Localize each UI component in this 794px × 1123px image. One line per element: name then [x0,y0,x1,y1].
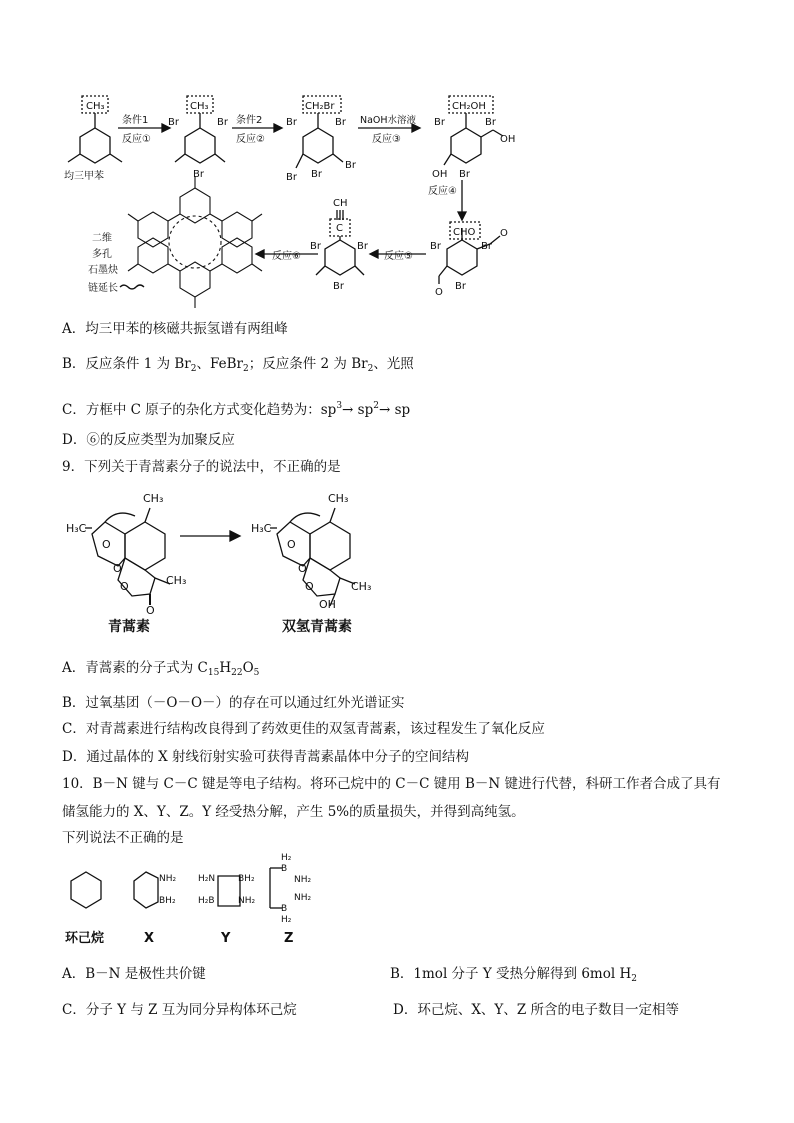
mol5-o-left: O [435,287,443,298]
q10-option-b: B．1mol 分子 Y 受热分解得到 6mol $H_2$ [390,966,637,984]
mol5-br-right: Br [481,241,492,252]
reaction-5-label: 反应⑤ [384,251,413,262]
product-label-4: 链延长 [88,283,118,294]
q9-left-o3: O [120,580,129,593]
condition-2-label: 条件2 [236,115,263,126]
artemisinin-figure [0,480,794,640]
q10-stem-2: 储氢能力的 X、Y、Z。Y 经受热分解，产生 5%的质量损失，并得到高纯氢。 [62,804,525,820]
q9-right-oh: OH [319,598,336,611]
mol2-label: CH₃ [190,101,209,112]
condition-3-label: NaOH水溶液 [360,115,417,126]
q10-option-c: C．分子 Y 与 Z 互为同分异构体环己烷 [62,1002,297,1018]
q9-right-o2: O [298,562,307,575]
product-label-2: 多孔 [92,249,112,260]
mol4-oh-right: OH [500,134,516,145]
bn-rings-figure [0,850,794,950]
z-h2-top: H₂ [281,853,292,863]
reaction-2-label: 反应② [236,134,265,145]
y-bh2: BH₂ [238,874,255,884]
y-h2n: H₂N [198,874,216,884]
reaction-3-label: 反应③ [372,134,401,145]
reaction-1-label: 反应① [122,134,151,145]
mol5-br-bottom: Br [455,281,466,292]
product-label-1: 二维 [92,233,112,244]
y-nh2: NH₂ [238,896,256,906]
q8-option-a: A．均三甲苯的核磁共振氢谱有两组峰 [62,321,288,337]
mol4-label: CH₂OH [452,101,486,112]
x-nh2: NH₂ [159,874,177,884]
mol6-br-right: Br [357,241,368,252]
mol4-br-left: Br [434,117,445,128]
mol6-br-left: Br [310,241,321,252]
mol4-oh-left: OH [432,169,448,180]
mol2-br-left: Br [168,117,179,128]
q10-option-d: D．环己烷、X、Y、Z 所含的电子数目一定相等 [393,1002,680,1018]
q9-label-artemisinin: 青蒿素 [108,619,150,635]
z-h2-bottom: H₂ [281,915,292,925]
mol1-label: CH₃ [86,101,105,112]
q9-right-o1: O [287,538,296,551]
q9-label-dihydroartemisinin: 双氢青蒿素 [282,619,352,635]
mol5-o-right: O [500,228,508,239]
mol3-br-ch2-right: Br [345,160,356,171]
q9-left-o1: O [102,538,111,551]
mol2-br-right: Br [217,117,228,128]
mol3-br-ch2-left: Br [286,172,297,183]
product-label-3: 石墨炔 [88,265,118,276]
q9-left-ch3-top: CH₃ [143,492,164,505]
q9-right-ch3-right: CH₃ [351,580,372,593]
mol6-ch-label: CH [333,198,348,209]
mol3-br-left: Br [286,117,297,128]
mol3-br-bottom: Br [311,169,322,180]
condition-1-label: 条件1 [122,115,149,126]
q8-option-d: D．⑥的反应类型为加聚反应 [62,432,235,448]
q8-option-b: B．反应条件 1 为 $Br_2$、FeBr$_2$；反应条件 2 为 $Br_2$、光照 [62,356,414,374]
label-cyclohexane: 环己烷 [65,931,105,946]
z-nh2-top: NH₂ [294,875,312,885]
q9-left-o2: O [113,562,122,575]
q9-right-h3c: H₃C [251,522,272,535]
y-h2b: H₂B [198,896,215,906]
mol4-br-right: Br [485,117,496,128]
mol6-br-bottom: Br [333,281,344,292]
q10-stem-1: 10．B－N 键与 C－C 键是等电子结构。将环己烷中的 C－C 键用 B－N 键进行代替，科研工作者合成了具有 [62,776,721,792]
q9-stem: 9．下列关于青蒿素分子的说法中，不正确的是 [62,459,341,475]
label-y: Y [221,931,231,946]
z-nh2-bottom: NH₂ [294,893,312,903]
x-bh2: BH₂ [159,896,176,906]
z-b-top: B [281,864,288,874]
mol3-label: CH₂Br [305,101,335,112]
label-x: X [144,931,155,946]
mol3-br-right: Br [335,117,346,128]
q9-option-a: A．青蒿素的分子式为 $C_{15}H_{22}O_5$ [62,660,260,678]
label-z: Z [284,931,294,946]
q10-stem-3: 下列说法不正确的是 [62,830,184,846]
z-b-bottom: B [281,904,288,914]
mol4-br-bottom: Br [459,169,470,180]
mol2-br-bottom: Br [193,169,204,180]
q9-option-c: C．对青蒿素进行结构改良得到了药效更佳的双氢青蒿素，该过程发生了氧化反应 [62,721,545,737]
reaction-scheme-figure [0,0,794,320]
q9-right-o3: O [305,580,314,593]
q8-option-c: C．方框中 C 原子的杂化方式变化趋势为：$sp^3\to sp^2\to$ sp [62,401,411,418]
q9-left-ch3-right: CH₃ [166,574,187,587]
q9-left-h3c: H₃C [66,522,87,535]
q9-option-b: B．过氧基团（－O－O－）的存在可以通过红外光谱证实 [62,695,405,711]
reaction-4-label: 反应④ [428,186,457,197]
q9-left-o4: O [146,604,155,617]
mol5-br-left: Br [430,241,441,252]
q9-option-d: D．通过晶体的 X 射线衍射实验可获得青蒿素晶体中分子的空间结构 [62,749,470,765]
reaction-6-label: 反应⑥ [272,251,301,262]
q10-option-a: A．B－N 是极性共价键 [62,966,206,982]
mol5-label: CHO [453,227,476,238]
mol1-name: 均三甲苯 [64,171,104,182]
q9-right-ch3-top: CH₃ [328,492,349,505]
mol6-c-label: C [336,223,343,234]
